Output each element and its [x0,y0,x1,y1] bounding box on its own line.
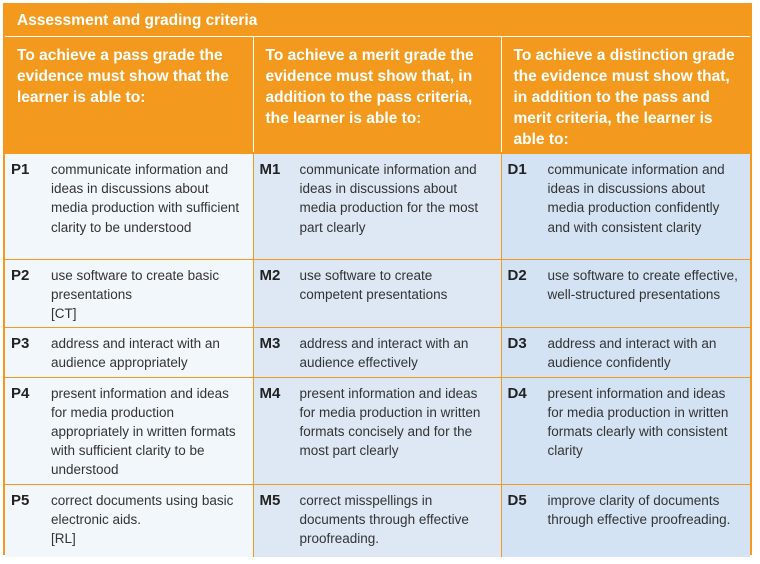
criterion-text: address and interact with an audience appropriately [51,336,220,371]
criterion-code: P4 [11,384,30,402]
criterion-code: D2 [507,266,527,284]
criterion-cell [5,328,253,377]
panel-title: Assessment and grading criteria [5,5,750,37]
table-row [5,484,750,557]
criterion-cell [253,259,501,328]
criterion-cell [5,484,253,557]
criterion-code: D4 [507,384,527,402]
grading-criteria-panel [3,3,752,555]
header-merit: To achieve a merit grade the evidence must show that, in addition to the pass criteria, the learner is able to: [253,37,501,153]
criterion-cell [501,484,750,557]
table-row [5,259,750,328]
criterion-text: correct documents using basic electronic aids. [RL] [51,491,247,549]
criterion-code: M2 [259,266,281,284]
criterion-cell [5,377,253,484]
criterion-cell [501,259,750,328]
criterion-cell [501,377,750,484]
criterion-text: use software to create effective, well-structured presentations [547,267,738,302]
criterion-text: correct misspellings in documents through effective proofreading. [299,492,469,546]
criterion-text: present information and ideas for media production appropriately in written formats with sufficient clarity to be understood [51,385,236,478]
criterion-text: present information and ideas for media production in written formats clearly with consistent clarity [547,385,729,459]
criterion-code: P3 [11,335,30,353]
criterion-text: communicate information and ideas in discussions about media production with sufficient clarity to be understood [51,162,240,235]
criterion-text: address and interact with an audience confidently [547,336,717,371]
table-row [5,377,750,484]
criterion-note: [CT] [51,305,77,321]
criterion-text: use software to create basic presentations [CT] [51,266,247,324]
criterion-code: P5 [11,491,30,509]
header-row [5,37,750,153]
table-row [5,153,750,259]
criterion-code: D3 [507,335,527,353]
criterion-cell [5,153,253,259]
header-pass: To achieve a pass grade the evidence must show that the learner is able to: [5,37,253,153]
criterion-code: M4 [259,384,281,402]
criterion-text: present information and ideas for media production in written formats concisely and for the most part clearly [299,385,481,459]
table-row [5,328,750,377]
criterion-code: M1 [259,161,281,178]
criterion-cell [5,259,253,328]
criterion-cell [253,328,501,377]
criterion-code: D5 [507,491,527,509]
criterion-code: D1 [507,161,527,178]
criterion-text: communicate information and ideas in discussions about media production for the most part clearly [299,162,479,235]
criterion-cell [253,153,501,259]
criterion-note: [RL] [51,530,76,546]
criterion-text: improve clarity of documents through effective proofreading. [547,492,731,527]
criterion-text: communicate information and ideas in discussions about media production confidently and with consistent clarity [547,162,725,235]
header-distinction: To achieve a distinction grade the evidence must show that, in addition to the pass and merit criteria, the learner is able to: [501,37,750,153]
criterion-cell [253,484,501,557]
criterion-code: M5 [259,491,281,509]
criterion-code: M3 [259,335,281,353]
criterion-cell [253,377,501,484]
criterion-code: P1 [11,161,30,178]
criteria-table [5,37,750,557]
criterion-code: P2 [11,266,30,284]
criterion-text: address and interact with an audience effectively [299,336,469,371]
criterion-cell [501,153,750,259]
criterion-cell [501,328,750,377]
criterion-text: use software to create competent presentations [299,267,448,302]
